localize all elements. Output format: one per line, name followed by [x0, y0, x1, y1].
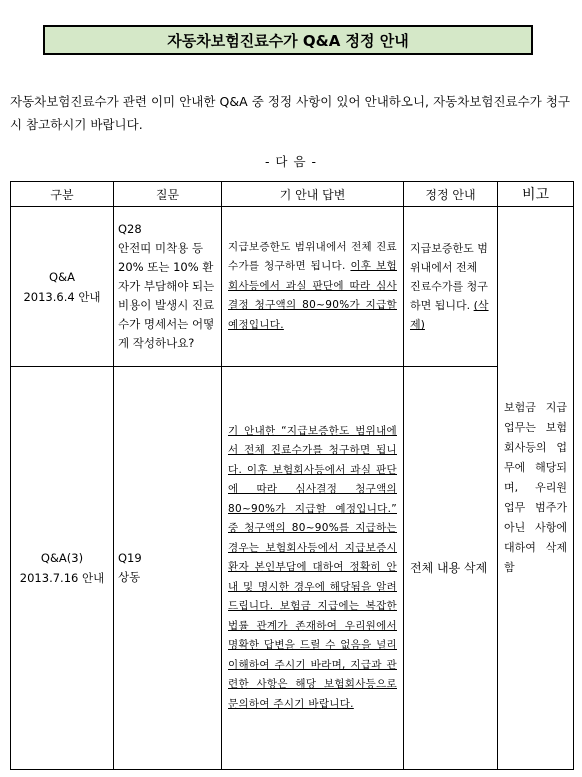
header-category: 구분: [11, 182, 114, 207]
previous-answer-cell: [222, 207, 404, 367]
correction-text: 지급보증한도 범위내에서 전체 진료수가를 청구하면 됩니다.: [410, 242, 488, 312]
question-number: Q28: [118, 222, 142, 236]
previous-answer-cell: [222, 367, 404, 770]
intro-paragraph: 자동차보험진료수가 관련 이미 안내한 Q&A 중 정정 사항이 있어 안내하오니, 자동차보험진료수가 청구시 참고하시기 바랍니다.: [10, 94, 570, 132]
category-cell: [11, 367, 114, 770]
correction-deleted-mark: (삭제): [410, 299, 489, 331]
correction-cell: 전체 내용 삭제: [404, 367, 498, 770]
category-type: Q&A: [49, 269, 75, 284]
page-title: 자동차보험진료수가 Q&A 정정 안내: [43, 25, 533, 55]
header-correction: 정정 안내: [404, 182, 498, 207]
question-text: 안전띠 미착용 등 20% 또는 10% 환자가 부담해야 되는 비용이 발생시 진료수가 명세서는 어떻게 작성하나요?: [118, 241, 215, 350]
header-question: 질문: [114, 182, 222, 207]
header-remark: 비고: [498, 182, 574, 207]
question-cell: [114, 367, 222, 770]
question-cell: [114, 207, 222, 367]
notice-header: - 다 음 -: [264, 154, 318, 169]
question-text: 상동: [118, 570, 141, 584]
answer-underlined-text: 기 안내한 “지급보증한도 범위내에서 전체 진료수가를 청구하면 됩니다. 이후 보험회사등에서 과실 판단에 따라 심사결정 청구액의 80~90%가 지급할 예정입니다.” 중 청구액의 80~90%를 지급하는 경우는 보험회사등에서 지급보증시 환자 본인부담에 대하여 정확히 안내 및 명시한 경우에 해당됨을 알려드립니다. 보험금 지급에는 복잡한 법률 관계가 존재하여 우리원에서 명확한 답변을 드릴 수 없음을 널리 이해하여 주시기 바라며, 지급과 관련한 사항은 해당 보험회사등으로 문의하여 주시기 바랍니다.: [228, 424, 397, 710]
header-previous-answer: 기 안내 답변: [222, 182, 404, 207]
category-date: 2013.6.4 안내: [23, 289, 101, 304]
table-row: [11, 367, 574, 770]
answer-text: 지급보증한도 범위내에서 전체 진료수가를 청구하면 됩니다.: [228, 240, 397, 273]
table-header-row: [11, 182, 574, 207]
answer-underlined-text: 이후 보험회사등에서 과실 판단에 따라 심사결정 청구액의 80~90%가 지급할 예정입니다.: [228, 260, 397, 331]
category-date: 2013.7.16 안내: [19, 571, 105, 585]
question-number: Q19: [118, 551, 142, 565]
correction-cell: [404, 207, 498, 367]
remark-cell: 보험금 지급업무는 보험회사등의 업무에 해당되며, 우리원 업무 범주가 아닌 사항에 대하여 삭제함: [498, 207, 574, 770]
correction-table: [10, 181, 574, 770]
category-type: Q&A(3): [40, 551, 84, 565]
category-cell: [11, 207, 114, 367]
table-row: [11, 207, 574, 367]
